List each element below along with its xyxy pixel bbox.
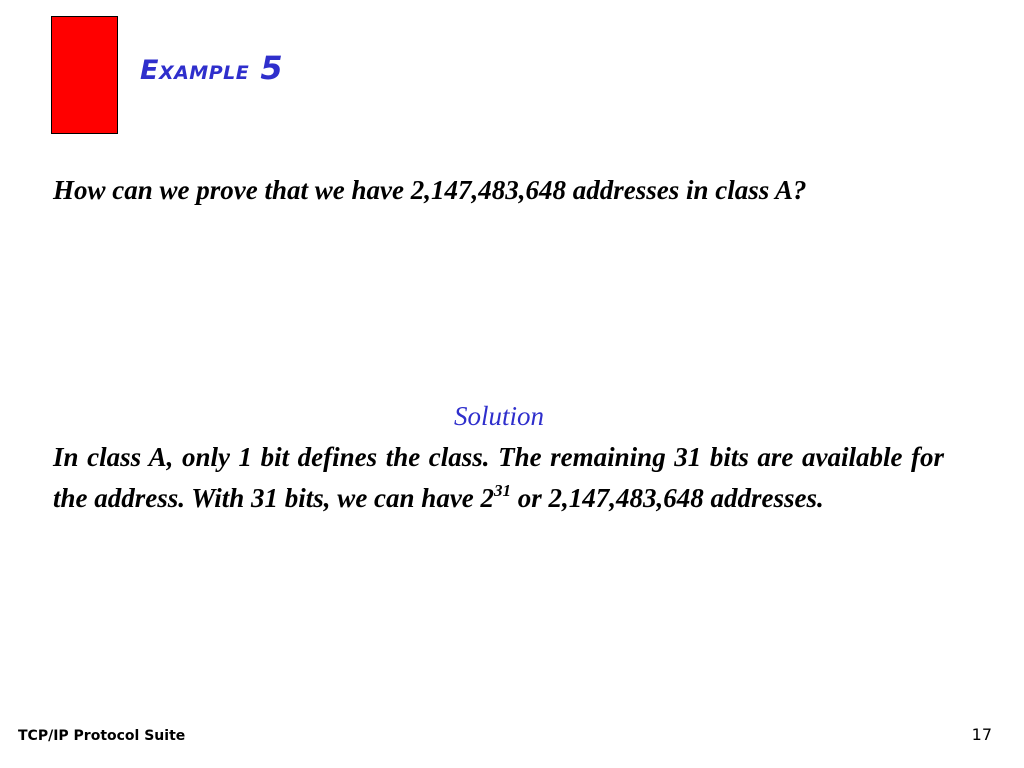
footer-title: TCP/IP Protocol Suite — [18, 728, 186, 744]
red-accent-block — [51, 16, 118, 134]
solution-text-part-1: In class A, only 1 bit defines the class. The remaining 31 bits are available for the address. With 31 bits, we can have 2 — [53, 442, 944, 513]
title-number: 5 — [260, 49, 283, 87]
title-word: Example — [140, 55, 250, 86]
slide-title — [140, 49, 283, 87]
solution-text — [53, 437, 944, 519]
solution-text-part-2: or 2,147,483,648 addresses. — [511, 483, 824, 513]
solution-heading: Solution — [453, 401, 544, 431]
page-number: 17 — [971, 725, 992, 744]
question-text: How can we prove that we have 2,147,483,648 addresses in class A? — [53, 175, 807, 205]
solution-exponent: 31 — [494, 481, 512, 500]
